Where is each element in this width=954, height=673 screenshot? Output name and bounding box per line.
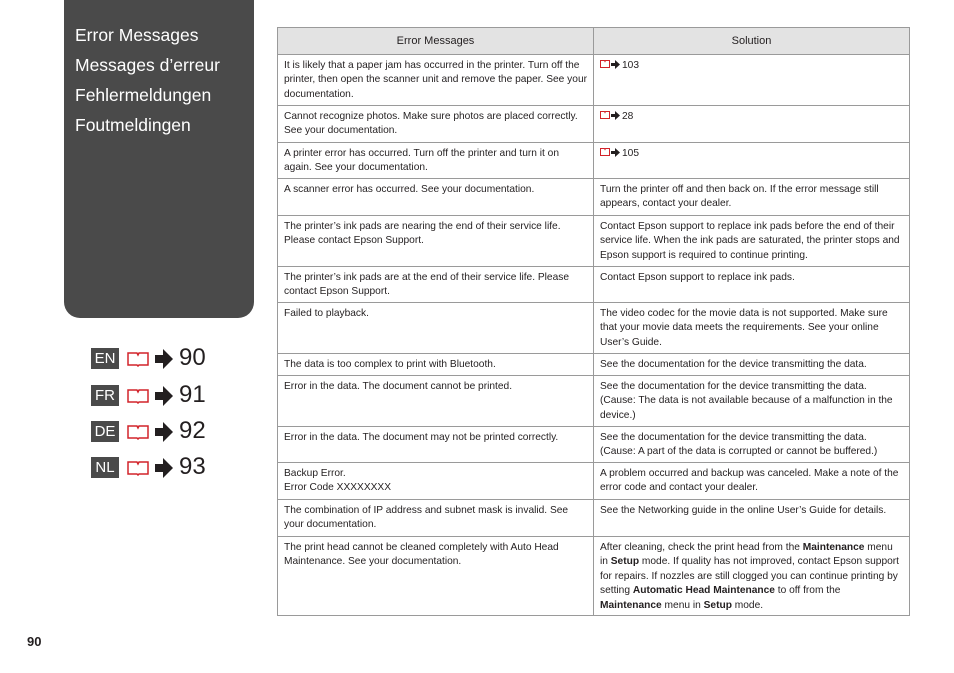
- solution-cell: See the documentation for the device transmitting the data. (Cause: The data is not available because of a malfunction in the device.): [594, 376, 910, 427]
- page-reference: 90: [179, 344, 206, 371]
- solution-cell[interactable]: [594, 106, 910, 143]
- sidebar-panel: [64, 0, 254, 318]
- mode-name: Setup: [610, 556, 640, 568]
- error-code-line: Error Code XXXXXXXX: [284, 482, 392, 494]
- table-row: [278, 500, 910, 537]
- lang-tag: DE: [91, 421, 119, 442]
- solution-text: After cleaning, check the print head from the: [600, 542, 803, 553]
- table-row: [278, 106, 910, 143]
- solution-cell: See the documentation for the device transmitting the data. (Cause: A part of the data is corrupted or cannot be buffered.): [594, 427, 910, 463]
- error-message-cell: Error in the data. The document cannot be printed.: [278, 376, 594, 427]
- table-row: [278, 376, 910, 427]
- column-header-error-messages: Error Messages: [278, 28, 594, 55]
- table-row: [278, 537, 910, 616]
- solution-cell: See the documentation for the device transmitting the data.: [594, 354, 910, 376]
- error-message-cell: The printer’s ink pads are nearing the end of their service life. Please contact Epson Support.: [278, 216, 594, 267]
- book-icon: [127, 424, 149, 440]
- title-fr: Messages d’erreur: [75, 55, 220, 75]
- solution-cell: [594, 537, 910, 616]
- lang-tag: NL: [91, 457, 119, 478]
- book-icon: [600, 111, 610, 119]
- arrow-right-icon: [155, 386, 173, 406]
- solution-cell: See the Networking guide in the online User’s Guide for details.: [594, 500, 910, 537]
- solution-cell: Contact Epson support to replace ink pads.: [594, 267, 910, 303]
- solution-cell: The video codec for the movie data is not supported. Make sure that your movie data meets the requirements. See your online User’s Guide.: [594, 303, 910, 354]
- setting-name: Automatic Head Maintenance: [632, 585, 775, 597]
- error-message-cell: Error in the data. The document may not be printed correctly.: [278, 427, 594, 463]
- table-row: [278, 303, 910, 354]
- table-row: [278, 354, 910, 376]
- page-reference: 28: [622, 111, 634, 122]
- solution-cell: Turn the printer off and then back on. If the error message still appears, contact your dealer.: [594, 179, 910, 216]
- error-message-cell: Cannot recognize photos. Make sure photos are placed correctly. See your documentation.: [278, 106, 594, 143]
- page-reference: 91: [179, 381, 206, 408]
- solution-cell: A problem occurred and backup was canceled. Make a note of the error code and contact your dealer.: [594, 463, 910, 500]
- solution-cell[interactable]: [594, 143, 910, 179]
- error-message-cell: The print head cannot be cleaned completely with Auto Head Maintenance. See your documentation.: [278, 537, 594, 616]
- mode-name: Setup: [703, 599, 732, 611]
- error-message-cell: The printer’s ink pads are at the end of their service life. Please contact Epson Support.: [278, 267, 594, 303]
- error-message-cell: [278, 463, 594, 500]
- table-row: [278, 143, 910, 179]
- table-row: [278, 427, 910, 463]
- lang-tag: FR: [91, 385, 119, 406]
- error-message-cell: A scanner error has occurred. See your documentation.: [278, 179, 594, 216]
- arrow-right-icon: [611, 111, 620, 120]
- arrow-right-icon: [611, 148, 620, 157]
- lang-tag: EN: [91, 348, 119, 369]
- solution-cell[interactable]: [594, 55, 910, 106]
- book-icon: [600, 60, 610, 68]
- title-de: Fehlermeldungen: [75, 85, 212, 105]
- solution-text: to off from the: [774, 585, 841, 597]
- table-row: [278, 267, 910, 303]
- table-row: [278, 55, 910, 106]
- book-icon: [127, 388, 149, 404]
- book-icon: [600, 148, 610, 156]
- arrow-right-icon: [611, 60, 620, 69]
- error-message-cell: The combination of IP address and subnet mask is invalid. See your documentation.: [278, 500, 594, 537]
- page-number: 90: [27, 634, 42, 649]
- error-message-cell: A printer error has occurred. Turn off the printer and turn it on again. See your documentation.: [278, 143, 594, 179]
- error-message-cell: Failed to playback.: [278, 303, 594, 354]
- solution-text: menu in: [600, 542, 893, 568]
- book-icon: [127, 351, 149, 367]
- page-reference: 92: [179, 417, 206, 444]
- title-en: Error Messages: [75, 25, 199, 45]
- table-row: [278, 463, 910, 500]
- error-messages-table: [277, 27, 910, 616]
- solution-text: mode. If quality has not improved, contact Epson support for repairs. If nozzles are still clogged you can continue printing by setting: [600, 556, 900, 597]
- title-nl: Foutmeldingen: [75, 115, 191, 135]
- column-header-solution: Solution: [594, 28, 910, 55]
- solution-cell: Contact Epson support to replace ink pads before the end of their service life. When the ink pads are saturated, the printer stops and Epson support is required to continue printing.: [594, 216, 910, 267]
- solution-text: mode.: [731, 599, 764, 611]
- table-row: [278, 216, 910, 267]
- table-header-row: [278, 28, 910, 55]
- page-reference: 103: [622, 60, 639, 71]
- table-row: [278, 179, 910, 216]
- solution-text: menu in: [661, 599, 704, 611]
- book-icon: [127, 460, 149, 476]
- arrow-right-icon: [155, 422, 173, 442]
- menu-name: Maintenance: [600, 599, 662, 611]
- arrow-right-icon: [155, 349, 173, 369]
- arrow-right-icon: [155, 458, 173, 478]
- error-message-cell: It is likely that a paper jam has occurred in the printer. Turn off the printer, then open the scanner unit and remove the paper. See your documentation.: [278, 55, 594, 106]
- page-reference: 93: [179, 453, 206, 480]
- error-message-cell: The data is too complex to print with Bluetooth.: [278, 354, 594, 376]
- menu-name: Maintenance: [802, 542, 865, 553]
- error-message-line: Backup Error.: [284, 468, 346, 479]
- page-reference: 105: [622, 148, 639, 159]
